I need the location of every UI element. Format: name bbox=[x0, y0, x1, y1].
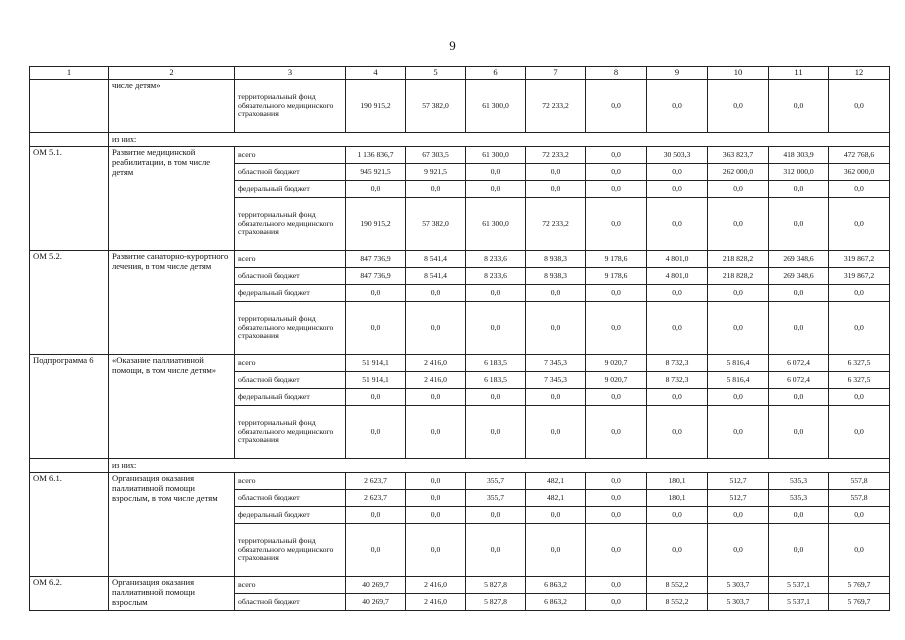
value-cell: 72 233,2 bbox=[526, 147, 586, 164]
column-number: 4 bbox=[346, 67, 406, 80]
value-cell: 535,3 bbox=[769, 473, 829, 490]
value-cell: 0,0 bbox=[647, 164, 708, 181]
column-number: 6 bbox=[466, 67, 526, 80]
value-cell: 557,8 bbox=[829, 473, 890, 490]
value-cell: 8 938,3 bbox=[526, 268, 586, 285]
value-cell: 0,0 bbox=[346, 302, 406, 355]
value-cell: 0,0 bbox=[586, 181, 647, 198]
value-cell: 0,0 bbox=[708, 389, 769, 406]
funding-source: территориальный фонд обязательного медицинского страхования bbox=[235, 302, 346, 355]
value-cell: 218 828,2 bbox=[708, 251, 769, 268]
value-cell: 945 921,5 bbox=[346, 164, 406, 181]
value-cell: 6 183,5 bbox=[466, 372, 526, 389]
code-cell bbox=[30, 80, 109, 133]
value-cell: 61 300,0 bbox=[466, 80, 526, 133]
value-cell: 0,0 bbox=[829, 80, 890, 133]
column-number: 12 bbox=[829, 67, 890, 80]
value-cell: 1 136 836,7 bbox=[346, 147, 406, 164]
value-cell: 0,0 bbox=[466, 524, 526, 577]
value-cell: 0,0 bbox=[586, 406, 647, 459]
value-cell: 319 867,2 bbox=[829, 268, 890, 285]
program-name: Развитие медицинской реабилитации, в том числе детям bbox=[109, 147, 235, 251]
value-cell: 0,0 bbox=[466, 164, 526, 181]
value-cell: 0,0 bbox=[526, 406, 586, 459]
value-cell: 6 327,5 bbox=[829, 355, 890, 372]
value-cell: 0,0 bbox=[466, 507, 526, 524]
value-cell: 190 915,2 bbox=[346, 198, 406, 251]
value-cell: 0,0 bbox=[769, 389, 829, 406]
program-code: ОМ 6.2. bbox=[30, 577, 109, 611]
value-cell: 5 769,7 bbox=[829, 594, 890, 611]
value-cell: 0,0 bbox=[647, 507, 708, 524]
budget-table bbox=[29, 66, 890, 611]
value-cell: 218 828,2 bbox=[708, 268, 769, 285]
value-cell: 363 823,7 bbox=[708, 147, 769, 164]
value-cell: 418 303,9 bbox=[769, 147, 829, 164]
value-cell: 0,0 bbox=[586, 507, 647, 524]
value-cell: 0,0 bbox=[586, 389, 647, 406]
value-cell: 51 914,1 bbox=[346, 372, 406, 389]
value-cell: 0,0 bbox=[586, 302, 647, 355]
value-cell: 512,7 bbox=[708, 490, 769, 507]
value-cell: 0,0 bbox=[708, 406, 769, 459]
value-cell: 2 416,0 bbox=[406, 577, 466, 594]
value-cell: 8 541,4 bbox=[406, 268, 466, 285]
value-cell: 362 000,0 bbox=[829, 164, 890, 181]
table-row bbox=[30, 355, 890, 372]
value-cell: 0,0 bbox=[586, 285, 647, 302]
value-cell: 355,7 bbox=[466, 490, 526, 507]
value-cell: 0,0 bbox=[406, 490, 466, 507]
table-row bbox=[30, 473, 890, 490]
value-cell: 0,0 bbox=[406, 285, 466, 302]
funding-source: федеральный бюджет bbox=[235, 507, 346, 524]
value-cell: 67 303,5 bbox=[406, 147, 466, 164]
value-cell: 4 801,0 bbox=[647, 268, 708, 285]
value-cell: 319 867,2 bbox=[829, 251, 890, 268]
value-cell: 0,0 bbox=[708, 524, 769, 577]
value-cell: 2 416,0 bbox=[406, 372, 466, 389]
value-cell: 0,0 bbox=[406, 524, 466, 577]
value-cell: 6 863,2 bbox=[526, 594, 586, 611]
value-cell: 9 921,5 bbox=[406, 164, 466, 181]
column-number: 3 bbox=[235, 67, 346, 80]
value-cell: 5 537,1 bbox=[769, 577, 829, 594]
value-cell: 0,0 bbox=[586, 524, 647, 577]
value-cell: 5 827,8 bbox=[466, 577, 526, 594]
value-cell: 0,0 bbox=[769, 507, 829, 524]
value-cell: 0,0 bbox=[406, 473, 466, 490]
value-cell: 0,0 bbox=[829, 198, 890, 251]
value-cell: 0,0 bbox=[346, 406, 406, 459]
funding-source: всего bbox=[235, 355, 346, 372]
value-cell: 5 303,7 bbox=[708, 577, 769, 594]
value-cell: 5 769,7 bbox=[829, 577, 890, 594]
funding-source: областной бюджет bbox=[235, 164, 346, 181]
value-cell: 482,1 bbox=[526, 473, 586, 490]
value-cell: 51 914,1 bbox=[346, 355, 406, 372]
column-number: 5 bbox=[406, 67, 466, 80]
value-cell: 0,0 bbox=[526, 302, 586, 355]
value-cell: 0,0 bbox=[769, 406, 829, 459]
value-cell: 180,1 bbox=[647, 490, 708, 507]
value-cell: 2 416,0 bbox=[406, 355, 466, 372]
value-cell: 0,0 bbox=[586, 473, 647, 490]
value-cell: 0,0 bbox=[708, 302, 769, 355]
value-cell: 61 300,0 bbox=[466, 147, 526, 164]
table-row bbox=[30, 577, 890, 594]
column-number-row bbox=[30, 67, 890, 80]
program-name: Организация оказания паллиативной помощи взрослым, в том числе детям bbox=[109, 473, 235, 577]
program-code: Подпрограмма 6 bbox=[30, 355, 109, 459]
value-cell: 0,0 bbox=[647, 80, 708, 133]
value-cell: 0,0 bbox=[406, 406, 466, 459]
value-cell: 847 736,9 bbox=[346, 251, 406, 268]
value-cell: 9 020,7 bbox=[586, 372, 647, 389]
value-cell: 8 233,6 bbox=[466, 251, 526, 268]
value-cell: 9 178,6 bbox=[586, 251, 647, 268]
value-cell: 0,0 bbox=[466, 406, 526, 459]
column-number: 2 bbox=[109, 67, 235, 80]
value-cell: 7 345,3 bbox=[526, 355, 586, 372]
funding-source: всего bbox=[235, 251, 346, 268]
value-cell: 0,0 bbox=[586, 198, 647, 251]
value-cell: 0,0 bbox=[586, 80, 647, 133]
value-cell: 8 552,2 bbox=[647, 594, 708, 611]
value-cell: 0,0 bbox=[769, 285, 829, 302]
value-cell: 0,0 bbox=[647, 406, 708, 459]
name-cell: числе детям» bbox=[109, 80, 235, 133]
value-cell: 0,0 bbox=[708, 80, 769, 133]
value-cell: 40 269,7 bbox=[346, 577, 406, 594]
value-cell: 7 345,3 bbox=[526, 372, 586, 389]
funding-source: областной бюджет bbox=[235, 372, 346, 389]
value-cell: 0,0 bbox=[526, 181, 586, 198]
funding-source: всего bbox=[235, 577, 346, 594]
value-cell: 355,7 bbox=[466, 473, 526, 490]
iz-nih-label: из них: bbox=[109, 133, 890, 147]
column-number: 11 bbox=[769, 67, 829, 80]
value-cell: 8 233,6 bbox=[466, 268, 526, 285]
value-cell: 482,1 bbox=[526, 490, 586, 507]
column-number: 7 bbox=[526, 67, 586, 80]
program-code: ОМ 5.1. bbox=[30, 147, 109, 251]
value-cell: 0,0 bbox=[769, 80, 829, 133]
value-cell: 0,0 bbox=[647, 389, 708, 406]
subtotal-label-row bbox=[30, 133, 890, 147]
value-cell: 262 000,0 bbox=[708, 164, 769, 181]
value-cell: 8 552,2 bbox=[647, 577, 708, 594]
program-code: ОМ 6.1. bbox=[30, 473, 109, 577]
source-cell: территориальный фонд обязательного медицинского страхования bbox=[235, 80, 346, 133]
empty-cell bbox=[30, 133, 109, 147]
value-cell: 0,0 bbox=[708, 285, 769, 302]
value-cell: 6 072,4 bbox=[769, 372, 829, 389]
funding-source: территориальный фонд обязательного медицинского страхования bbox=[235, 524, 346, 577]
funding-source: всего bbox=[235, 147, 346, 164]
value-cell: 6 183,5 bbox=[466, 355, 526, 372]
value-cell: 0,0 bbox=[769, 524, 829, 577]
value-cell: 5 537,1 bbox=[769, 594, 829, 611]
value-cell: 0,0 bbox=[829, 507, 890, 524]
value-cell: 557,8 bbox=[829, 490, 890, 507]
value-cell: 0,0 bbox=[466, 181, 526, 198]
program-name: Организация оказания паллиативной помощи взрослым bbox=[109, 577, 235, 611]
value-cell: 847 736,9 bbox=[346, 268, 406, 285]
value-cell: 9 178,6 bbox=[586, 268, 647, 285]
value-cell: 9 020,7 bbox=[586, 355, 647, 372]
value-cell: 0,0 bbox=[647, 524, 708, 577]
table-row bbox=[30, 147, 890, 164]
value-cell: 0,0 bbox=[526, 524, 586, 577]
funding-source: федеральный бюджет bbox=[235, 285, 346, 302]
value-cell: 269 348,6 bbox=[769, 251, 829, 268]
table-row bbox=[30, 251, 890, 268]
value-cell: 0,0 bbox=[526, 164, 586, 181]
value-cell: 2 623,7 bbox=[346, 473, 406, 490]
value-cell: 0,0 bbox=[647, 198, 708, 251]
value-cell: 0,0 bbox=[346, 181, 406, 198]
program-code: ОМ 5.2. bbox=[30, 251, 109, 355]
value-cell: 0,0 bbox=[586, 594, 647, 611]
value-cell: 0,0 bbox=[829, 406, 890, 459]
value-cell: 0,0 bbox=[708, 507, 769, 524]
value-cell: 8 732,3 bbox=[647, 355, 708, 372]
column-number: 9 bbox=[647, 67, 708, 80]
value-cell: 5 827,8 bbox=[466, 594, 526, 611]
value-cell: 0,0 bbox=[346, 524, 406, 577]
value-cell: 0,0 bbox=[829, 389, 890, 406]
value-cell: 5 816,4 bbox=[708, 355, 769, 372]
value-cell: 0,0 bbox=[406, 507, 466, 524]
value-cell: 512,7 bbox=[708, 473, 769, 490]
value-cell: 0,0 bbox=[708, 198, 769, 251]
funding-source: областной бюджет bbox=[235, 268, 346, 285]
value-cell: 0,0 bbox=[526, 285, 586, 302]
iz-nih-label: из них: bbox=[109, 459, 890, 473]
value-cell: 57 382,0 bbox=[406, 198, 466, 251]
value-cell: 312 000,0 bbox=[769, 164, 829, 181]
funding-source: областной бюджет bbox=[235, 490, 346, 507]
value-cell: 30 503,3 bbox=[647, 147, 708, 164]
value-cell: 0,0 bbox=[829, 181, 890, 198]
value-cell: 0,0 bbox=[586, 164, 647, 181]
value-cell: 269 348,6 bbox=[769, 268, 829, 285]
value-cell: 0,0 bbox=[708, 181, 769, 198]
value-cell: 0,0 bbox=[466, 285, 526, 302]
value-cell: 0,0 bbox=[526, 507, 586, 524]
value-cell: 0,0 bbox=[466, 302, 526, 355]
funding-source: областной бюджет bbox=[235, 594, 346, 611]
column-number: 1 bbox=[30, 67, 109, 80]
value-cell: 8 541,4 bbox=[406, 251, 466, 268]
value-cell: 0,0 bbox=[346, 389, 406, 406]
value-cell: 0,0 bbox=[526, 389, 586, 406]
value-cell: 40 269,7 bbox=[346, 594, 406, 611]
value-cell: 0,0 bbox=[647, 181, 708, 198]
program-name: Развитие санаторно-курортного лечения, в том числе детям bbox=[109, 251, 235, 355]
funding-source: федеральный бюджет bbox=[235, 389, 346, 406]
value-cell: 6 863,2 bbox=[526, 577, 586, 594]
funding-source: территориальный фонд обязательного медицинского страхования bbox=[235, 198, 346, 251]
value-cell: 0,0 bbox=[406, 389, 466, 406]
value-cell: 0,0 bbox=[829, 285, 890, 302]
column-number: 10 bbox=[708, 67, 769, 80]
subtotal-label-row bbox=[30, 459, 890, 473]
value-cell: 0,0 bbox=[466, 389, 526, 406]
value-cell: 72 233,2 bbox=[526, 80, 586, 133]
value-cell: 5 303,7 bbox=[708, 594, 769, 611]
value-cell: 4 801,0 bbox=[647, 251, 708, 268]
value-cell: 6 072,4 bbox=[769, 355, 829, 372]
column-number: 8 bbox=[586, 67, 647, 80]
value-cell: 0,0 bbox=[647, 285, 708, 302]
value-cell: 0,0 bbox=[769, 198, 829, 251]
value-cell: 2 623,7 bbox=[346, 490, 406, 507]
value-cell: 0,0 bbox=[586, 577, 647, 594]
value-cell: 0,0 bbox=[829, 524, 890, 577]
value-cell: 0,0 bbox=[346, 507, 406, 524]
value-cell: 72 233,2 bbox=[526, 198, 586, 251]
funding-source: федеральный бюджет bbox=[235, 181, 346, 198]
program-name: «Оказание паллиативной помощи, в том числе детям» bbox=[109, 355, 235, 459]
funding-source: территориальный фонд обязательного медицинского страхования bbox=[235, 406, 346, 459]
value-cell: 0,0 bbox=[829, 302, 890, 355]
value-cell: 0,0 bbox=[769, 181, 829, 198]
value-cell: 61 300,0 bbox=[466, 198, 526, 251]
funding-source: всего bbox=[235, 473, 346, 490]
value-cell: 0,0 bbox=[406, 302, 466, 355]
value-cell: 57 382,0 bbox=[406, 80, 466, 133]
value-cell: 0,0 bbox=[406, 181, 466, 198]
value-cell: 2 416,0 bbox=[406, 594, 466, 611]
value-cell: 180,1 bbox=[647, 473, 708, 490]
value-cell: 5 816,4 bbox=[708, 372, 769, 389]
value-cell: 6 327,5 bbox=[829, 372, 890, 389]
value-cell: 535,3 bbox=[769, 490, 829, 507]
page-number: 9 bbox=[449, 38, 456, 53]
value-cell: 0,0 bbox=[586, 147, 647, 164]
value-cell: 190 915,2 bbox=[346, 80, 406, 133]
value-cell: 0,0 bbox=[647, 302, 708, 355]
value-cell: 8 938,3 bbox=[526, 251, 586, 268]
value-cell: 8 732,3 bbox=[647, 372, 708, 389]
value-cell: 0,0 bbox=[769, 302, 829, 355]
value-cell: 0,0 bbox=[586, 490, 647, 507]
value-cell: 0,0 bbox=[346, 285, 406, 302]
value-cell: 472 768,6 bbox=[829, 147, 890, 164]
table-row bbox=[30, 80, 890, 133]
empty-cell bbox=[30, 459, 109, 473]
